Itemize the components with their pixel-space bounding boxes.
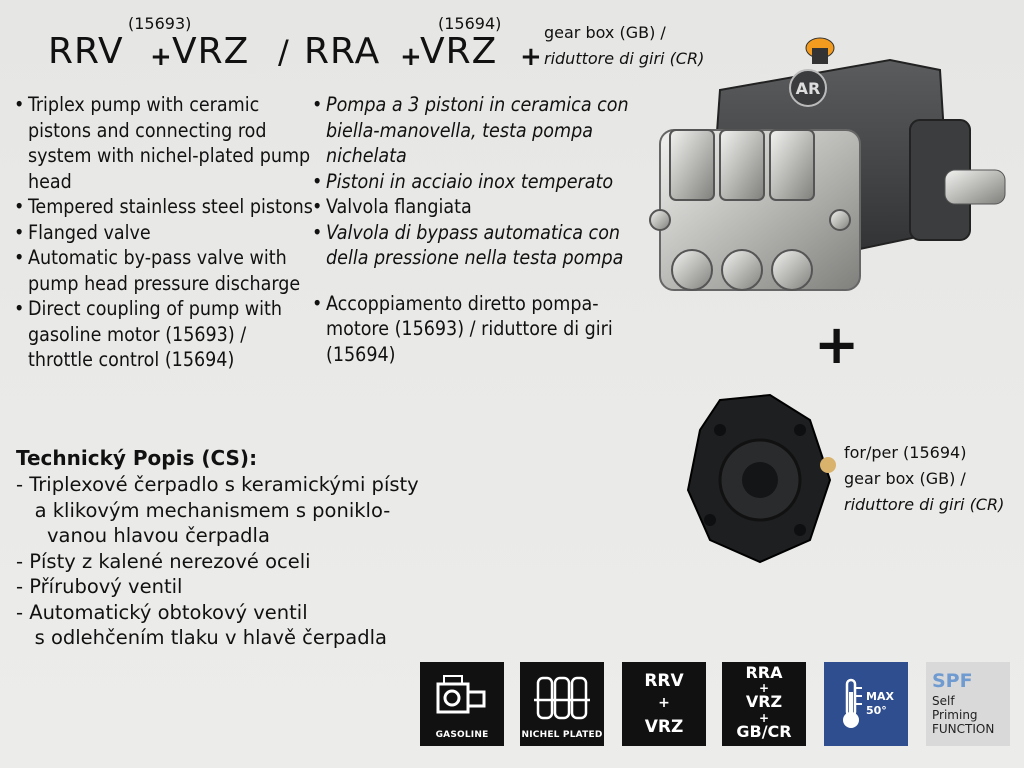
- code-15694: (15694): [438, 14, 502, 33]
- list-item: - Triplexové čerpadlo s keramickými písty: [16, 473, 419, 496]
- list-item: vanou hlavou čerpadla: [16, 524, 270, 547]
- nichel-plated-badge: [520, 662, 604, 746]
- max-label: MAX: [866, 690, 894, 703]
- rrv-vrz-badge: [622, 662, 706, 746]
- spf-badge: [926, 662, 1010, 746]
- spf-acronym: SPF: [932, 670, 973, 692]
- list-item: - Písty z kalené nerezové oceli: [16, 549, 311, 573]
- code-15693: (15693): [128, 14, 192, 33]
- model-rra: RRA: [304, 31, 381, 72]
- pump-logo: AR: [795, 79, 821, 98]
- badge-text: GB/CR: [736, 722, 792, 741]
- triplex-pump-image: [640, 30, 1020, 320]
- caption-line: riduttore di giri (CR): [844, 495, 1005, 514]
- list-item: • Tempered stainless steel pistons: [14, 194, 314, 220]
- list-item: • Automatic by-pass valve with pump head pressure discharge: [14, 245, 314, 296]
- list-item: - Přírubový ventil: [16, 575, 183, 598]
- thermometer-icon: [836, 676, 866, 732]
- title-slash: /: [278, 33, 290, 71]
- list-item: • Flanged valve: [14, 220, 314, 246]
- list-item: • Triplex pump with ceramic pistons and connecting rod system with nichel-plated pump head: [14, 92, 314, 194]
- max-temperature-badge: [824, 662, 908, 746]
- badge-text: +: [758, 711, 770, 725]
- badge-text: +: [658, 695, 670, 711]
- list-item: • Valvola di bypass automatica con della pressione nella testa pompa: [312, 220, 652, 271]
- title-plus-1: +: [150, 42, 172, 72]
- list-item: • Direct coupling of pump with gasoline motor (15693) / throttle control (15694): [14, 296, 314, 373]
- caption-line: gear box (GB) /: [844, 469, 966, 488]
- gearbox-image: [680, 390, 836, 566]
- list-item: • Pistoni in acciaio inox temperato: [312, 169, 652, 195]
- big-plus-sign: +: [814, 313, 860, 376]
- badge-label: NICHEL PLATED: [521, 730, 603, 740]
- english-feature-list: [14, 92, 314, 373]
- rra-vrz-gbcr-badge: [722, 662, 806, 746]
- badge-text: VRZ: [745, 692, 783, 711]
- gearbox-label-it: riduttore di giri (CR): [544, 49, 705, 68]
- model-rrv: RRV: [48, 31, 124, 72]
- list-item: • Pompa a 3 pistoni in ceramica con biella-manovella, testa pompa nichelata: [312, 92, 652, 169]
- model-vrz-2: VRZ: [420, 31, 498, 72]
- list-item: s odlehčením tlaku v hlavě čerpadla: [16, 626, 387, 649]
- spf-line: Self: [932, 694, 955, 708]
- list-item: - Automatický obtokový ventil: [16, 600, 308, 624]
- czech-feature-list: [16, 472, 419, 651]
- badge-text: VRZ: [644, 717, 684, 737]
- gasoline-badge: [420, 662, 504, 746]
- badge-label: GASOLINE: [435, 730, 489, 740]
- badge-text: RRA: [745, 663, 783, 682]
- list-item: a klikovým mechanismem s poniklo-: [16, 498, 391, 522]
- badge-text: +: [758, 681, 770, 695]
- italian-feature-list: [312, 92, 652, 367]
- gearbox-caption: [844, 440, 1004, 518]
- gearbox-label: gear box (GB) /: [544, 23, 666, 42]
- model-vrz-1: VRZ: [172, 31, 250, 72]
- spf-line: Priming: [932, 708, 978, 722]
- spf-text: [932, 694, 994, 736]
- badge-text: RRV: [644, 671, 684, 691]
- caption-line: for/per (15694): [844, 443, 967, 462]
- title-plus-3: +: [520, 42, 542, 72]
- czech-section-title: Technický Popis (CS):: [16, 446, 258, 470]
- pistons-icon: [532, 670, 592, 724]
- max-value: 50°: [866, 704, 887, 717]
- spf-line: FUNCTION: [932, 722, 995, 736]
- list-item: • Accoppiamento diretto pompa-motore (15693) / riduttore di giri (15694): [312, 291, 652, 368]
- title-plus-2: +: [400, 42, 422, 72]
- gasoline-motor-icon: [434, 672, 490, 722]
- list-item: • Valvola flangiata: [312, 194, 652, 220]
